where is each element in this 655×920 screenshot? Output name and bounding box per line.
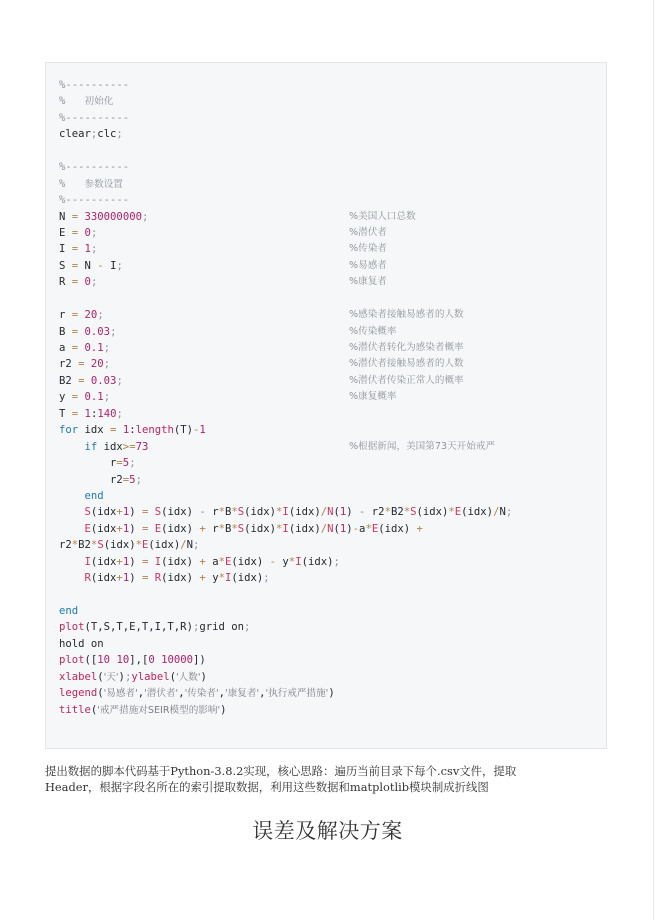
code-comment-line: % 参数设置 (59, 177, 123, 190)
inline-comment: %易感者 (349, 259, 387, 271)
code-blank-line (59, 143, 606, 159)
inline-comment: %康复者 (349, 276, 387, 288)
code-line: N = 330000000; %美国人口总数 (59, 209, 606, 225)
code-block[interactable] (45, 62, 607, 749)
code-blank-line (59, 291, 606, 307)
code-line: for idx = 1:length(T)-1 (59, 424, 206, 437)
code-line: r2*B2*S(idx)*E(idx)/N; (59, 539, 200, 552)
code-line: end (59, 605, 79, 617)
page-edge-divider (653, 0, 654, 920)
inline-comment: %根据新闻，美国第73天开始戒严 (349, 440, 496, 452)
inline-comment: %美国人口总数 (349, 210, 416, 222)
section-heading: 误差及解决方案 (252, 819, 403, 843)
inline-comment: %感染者接触易感者的人数 (349, 309, 464, 321)
code-line: I(idx+1) = I(idx) + a*E(idx) - y*I(idx); (84, 555, 340, 568)
code-comment-line: %---------- (59, 111, 130, 124)
inline-comment: %康复概率 (349, 391, 397, 403)
code-line: r=5; (59, 457, 136, 470)
code-blank-line (59, 587, 606, 603)
code-line: hold on (59, 637, 104, 650)
inline-comment: %传染概率 (349, 325, 397, 337)
paragraph-line-2: Header，根据字段名所在的索引提取数据，利用这些数据和matplotlib模块制成折线图 (45, 780, 489, 794)
code-line: E(idx+1) = E(idx) + r*B*S(idx)*I(idx)/N(1)-a*E(idx) + (84, 522, 423, 535)
code-line: clear;clc; (59, 128, 123, 141)
code-line: xlabel('天');ylabel('人数') (59, 670, 207, 683)
code-line: I = 1; %传染者 (59, 241, 606, 257)
code-line: y = 0.1; %康复概率 (59, 389, 606, 405)
code-line: a = 0.1; %潜伏者转化为感染者概率 (59, 340, 606, 356)
code-line: B = 0.03; %传染概率 (59, 324, 606, 340)
inline-comment: %潜伏者传染正常人的概率 (349, 374, 464, 386)
code-comment-line: % 初始化 (59, 95, 114, 108)
inline-comment: %潜伏者 (349, 226, 387, 238)
inline-comment: %传染者 (349, 243, 387, 255)
code-line: T = 1:140; (59, 407, 123, 420)
code-line: r2 = 20; %潜伏者接触易感者的人数 (59, 356, 606, 372)
code-line: r2=5; (59, 473, 142, 486)
code-line: E = 0; %潜伏者 (59, 225, 606, 241)
code-line: R = 0; %康复者 (59, 274, 606, 290)
code-line: end (84, 489, 104, 502)
inline-comment: %潜伏者接触易感者的人数 (349, 358, 464, 370)
code-comment-line: %---------- (59, 79, 130, 91)
code-line: S(idx+1) = S(idx) - r*B*S(idx)*I(idx)/N(1) - r2*B2*S(idx)*E(idx)/N; (84, 506, 513, 519)
code-lines (59, 77, 606, 718)
code-line: plot(T,S,T,E,T,I,T,R);grid on; (59, 621, 251, 634)
code-line: title('戒严措施对SEIR模型的影响') (59, 703, 227, 716)
code-line: R(idx+1) = R(idx) + y*I(idx); (84, 572, 270, 585)
code-comment-line: %---------- (59, 161, 130, 174)
description-paragraph (45, 763, 605, 795)
code-line: plot([10 10],[0 10000]) (59, 654, 206, 667)
code-line: legend('易感者','潜伏者','传染者','康复者','执行戒严措施') (59, 687, 335, 700)
code-line: B2 = 0.03; %潜伏者传染正常人的概率 (59, 373, 606, 389)
code-line: r = 20; %感染者接触易感者的人数 (59, 307, 606, 323)
code-comment-line: %---------- (59, 194, 130, 207)
paragraph-line-1: 提出数据的脚本代码基于Python-3.8.2实现，核心思路：遍历当前目录下每个.csv文件，提取 (45, 764, 517, 778)
code-line: if idx>=73 %根据新闻，美国第73天开始戒严 (59, 439, 606, 455)
inline-comment: %潜伏者转化为感染者概率 (349, 342, 464, 353)
code-line: S = N - I; %易感者 (59, 258, 606, 274)
